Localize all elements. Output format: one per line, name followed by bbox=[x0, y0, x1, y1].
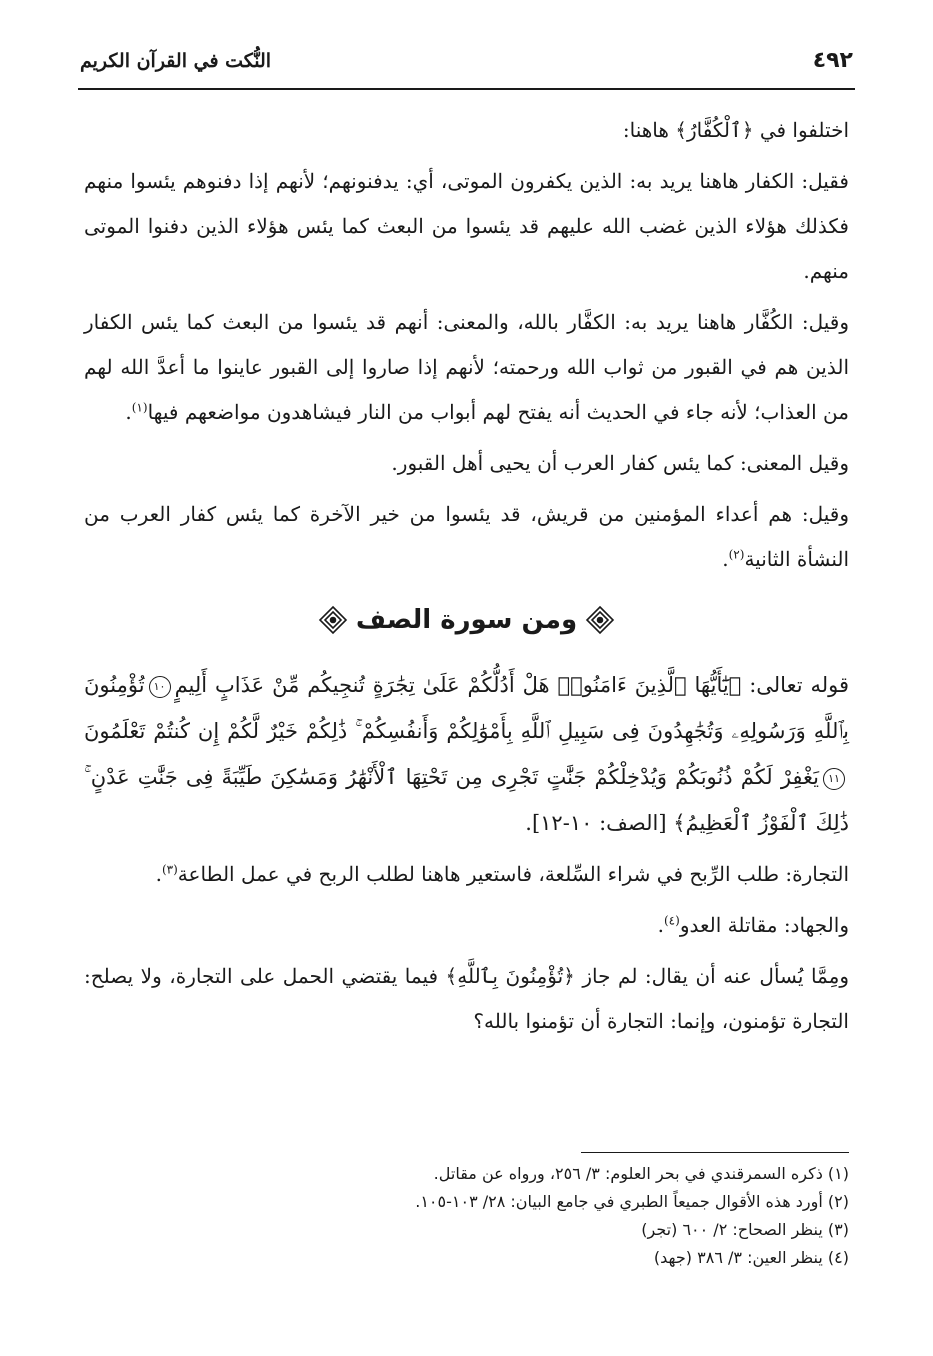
footnote-divider bbox=[581, 1152, 849, 1153]
paragraph-3 bbox=[84, 300, 849, 435]
paragraph-5-text: وقيل: هم أعداء المؤمنين من قريش، قد يئسوا من خير الآخرة كما يئس كفار العرب من النشأة الثانية bbox=[84, 502, 849, 571]
paragraph-3-end: . bbox=[125, 400, 132, 424]
footnote-ref-4: (٤) bbox=[663, 913, 680, 928]
paragraph-2 bbox=[84, 159, 849, 294]
page-number: ٤٩٢ bbox=[812, 48, 853, 73]
quran-citation: [الصف: ١٠-١٢]. bbox=[525, 811, 674, 835]
paragraph-6 bbox=[84, 852, 849, 897]
ornament-left-icon bbox=[318, 605, 348, 635]
paragraph-7-text: والجهاد: مقاتلة العدو bbox=[679, 913, 849, 937]
running-title: النُّكت في القرآن الكريم bbox=[80, 50, 272, 72]
paragraph-2-text: فقيل: الكفار هاهنا يريد به: الذين يكفرون الموتى، أي: يدفنونهم؛ لأنهم إذا دفنوهم يئسوا منهم فكذلك هؤلاء الذين غضب الله عليهم قد يئسوا من البعث كما يئس هؤلاء الذين دفنوا الموتى منهم. bbox=[84, 169, 849, 283]
paragraph-4 bbox=[84, 441, 849, 486]
quran-verse-10: ﴿يَٰٓأَيُّهَا ٱلَّذِينَ ءَامَنُوا۟ هَلْ أَدُلُّكُمْ عَلَىٰ تِجَٰرَةٍ تُنجِيكُم مِّنْ عَذَابٍ أَلِيمٍ bbox=[174, 673, 742, 697]
quran-intro: قوله تعالى: bbox=[741, 673, 850, 697]
paragraph-7 bbox=[84, 903, 849, 948]
footnotes bbox=[84, 1160, 849, 1272]
paragraph-1-text: اختلفوا في ﴿ٱلْكُفَّارُ﴾ هاهنا: bbox=[622, 118, 849, 142]
paragraph-6-text: التجارة: طلب الرِّبح في شراء السِّلعة، فاستعير هاهنا لطلب الربح في عمل الطاعة bbox=[177, 862, 849, 886]
paragraph-5-end: . bbox=[722, 547, 729, 571]
footnote-ref-3: (٣) bbox=[161, 862, 178, 877]
quran-passage bbox=[84, 662, 849, 846]
footnote-ref-1: (١) bbox=[131, 400, 148, 415]
footnote-4: (٤) ينظر العين: ٣/ ٣٨٦ (جهد) bbox=[653, 1248, 849, 1267]
paragraph-5 bbox=[84, 492, 849, 582]
surah-title: ومن سورة الصف bbox=[355, 604, 578, 635]
ayah-number-10: ١٠ bbox=[149, 676, 171, 698]
quran-verse-11: تُؤْمِنُونَ بِٱللَّهِ وَرَسُولِهِۦ وَتُجَٰهِدُونَ فِى سَبِيلِ ٱللَّهِ بِأَمْوَٰلِكُمْ وَأَنفُسِكُمْ ۚ ذَٰلِكُمْ خَيْرٌ لَّكُمْ إِن كُنتُمْ تَعْلَمُونَ bbox=[84, 673, 849, 743]
paragraph-7-end: . bbox=[657, 913, 664, 937]
paragraph-8-text: ومِمَّا يُسأل عنه أن يقال: لم جاز ﴿تُؤْمِنُونَ بِٱللَّهِ﴾ فيما يقتضي الحمل على التجارة، ولا يصلح: التجارة تؤمنون، وإنما: التجارة أن تؤمنوا بالله؟ bbox=[84, 964, 849, 1033]
main-text bbox=[84, 108, 849, 1050]
page-header bbox=[78, 44, 855, 90]
footnote-2: (٢) أورد هذه الأقوال جميعاً الطبري في جامع البيان: ٢٨/ ١٠٣-١٠٥. bbox=[415, 1192, 849, 1211]
quran-verse-12: يَغْفِرْ لَكُمْ ذُنُوبَكُمْ وَيُدْخِلْكُمْ جَنَّٰتٍ تَجْرِى مِن تَحْتِهَا ٱلْأَنْهَٰرُ وَمَسَٰكِنَ طَيِّبَةً فِى جَنَّٰتِ عَدْنٍ ۚ ذَٰلِكَ ٱلْفَوْزُ ٱلْعَظِيمُ﴾ bbox=[84, 765, 849, 835]
footnote-ref-2: (٢) bbox=[728, 547, 745, 562]
paragraph-6-end: . bbox=[155, 862, 162, 886]
paragraph-4-text: وقيل المعنى: كما يئس كفار العرب أن يحيى أهل القبور. bbox=[391, 451, 849, 475]
surah-heading bbox=[84, 596, 849, 644]
ayah-number-11: ١١ bbox=[823, 768, 845, 790]
footnote-3: (٣) ينظر الصحاح: ٢/ ٦٠٠ (تجر) bbox=[641, 1220, 849, 1239]
ornament-right-icon bbox=[585, 605, 615, 635]
footnote-1: (١) ذكره السمرقندي في بحر العلوم: ٣/ ٢٥٦، ورواه عن مقاتل. bbox=[433, 1164, 849, 1183]
paragraph-8 bbox=[84, 954, 849, 1044]
paragraph-3-text: وقيل: الكُفَّار هاهنا يريد به: الكفَّار بالله، والمعنى: أنهم قد يئسوا من البعث كما يئس الكفار الذين هم في القبور من ثواب الله ورحمته؛ لأنهم إذا صاروا إلى القبور عاينوا ما أعدَّ الله لهم من العذاب؛ لأنه جاء في الحديث أنه يفتح لهم أبواب من النار فيشاهدون مواضعهم فيها bbox=[84, 310, 849, 424]
paragraph-1 bbox=[84, 108, 849, 153]
